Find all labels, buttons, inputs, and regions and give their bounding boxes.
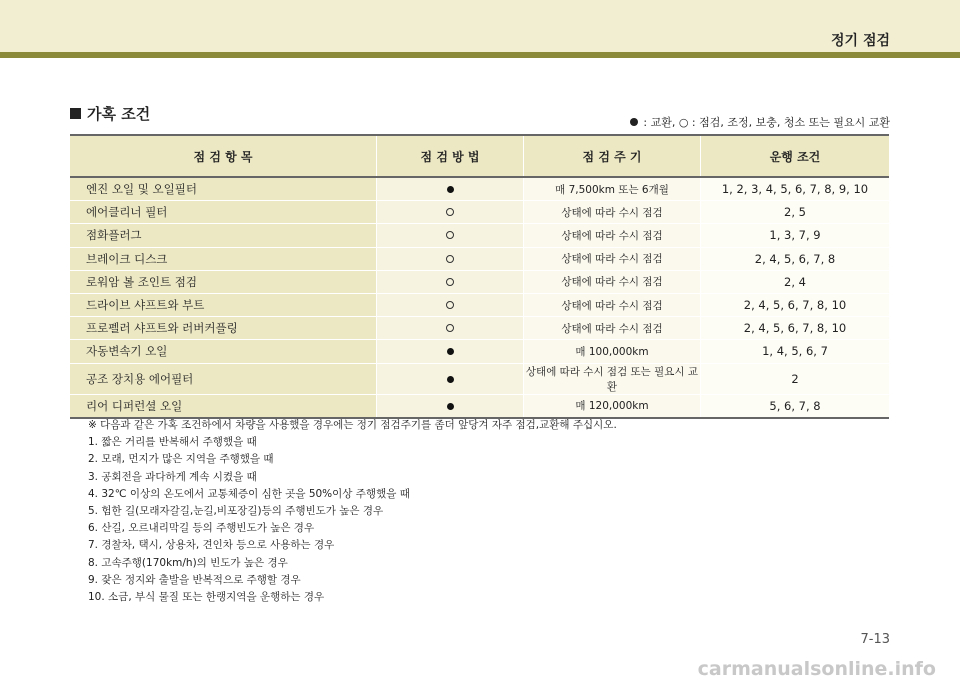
section-title-text: 가혹 조건 bbox=[87, 105, 151, 123]
filled-dot-icon bbox=[447, 376, 454, 383]
header-divider bbox=[0, 52, 960, 58]
note-item: 3. 공회전을 과다하게 계속 시켰을 때 bbox=[88, 470, 257, 483]
cell-item: 자동변속기 오일 bbox=[70, 340, 377, 363]
header-period: 점 검 주 기 bbox=[524, 135, 701, 177]
cell-period: 매 120,000km bbox=[524, 394, 701, 418]
note-item: 5. 험한 길(모래자갈길,눈길,비포장길)등의 주행빈도가 높은 경우 bbox=[88, 505, 384, 518]
cell-item: 브레이크 디스크 bbox=[70, 247, 377, 270]
cell-item: 점화플러그 bbox=[70, 224, 377, 247]
cell-item: 프로펠러 샤프트와 러버커플링 bbox=[70, 317, 377, 340]
cell-period: 상태에 따라 수시 점검 bbox=[524, 293, 701, 316]
cell-method bbox=[377, 394, 524, 418]
cell-condition: 2, 4, 5, 6, 7, 8, 10 bbox=[701, 317, 890, 340]
cell-item: 에어클리너 필터 bbox=[70, 201, 377, 224]
cell-method bbox=[377, 293, 524, 316]
legend bbox=[630, 114, 890, 130]
open-circle-icon bbox=[446, 208, 454, 216]
table-row bbox=[70, 340, 889, 363]
note-item: 10. 소금, 부식 물질 또는 한랭지역을 운행하는 경우 bbox=[88, 591, 325, 604]
table-row bbox=[70, 363, 889, 394]
cell-condition: 1, 2, 3, 4, 5, 6, 7, 8, 9, 10 bbox=[701, 177, 890, 201]
cell-condition: 2, 4, 5, 6, 7, 8 bbox=[701, 247, 890, 270]
cell-item: 드라이브 샤프트와 부트 bbox=[70, 293, 377, 316]
cell-period: 상태에 따라 수시 점검 bbox=[524, 224, 701, 247]
cell-condition: 2, 5 bbox=[701, 201, 890, 224]
cell-condition: 1, 4, 5, 6, 7 bbox=[701, 340, 890, 363]
cell-period: 매 7,500km 또는 6개월 bbox=[524, 177, 701, 201]
cell-period: 상태에 따라 수시 점검 또는 필요시 교환 bbox=[524, 363, 701, 394]
section-title bbox=[70, 103, 150, 124]
cell-condition: 2 bbox=[701, 363, 890, 394]
notes-intro: ※ 다음과 같은 가혹 조건하에서 차량을 사용했을 경우에는 정기 점검주기를 좀더 앞당겨 자주 점검,교환해 주십시오. bbox=[88, 419, 617, 431]
table-header-row bbox=[70, 135, 889, 177]
note-item: 6. 산길, 오르내리막길 등의 주행빈도가 높은 경우 bbox=[88, 522, 315, 535]
header-item: 점 검 항 목 bbox=[70, 135, 377, 177]
cell-period: 상태에 따라 수시 점검 bbox=[524, 247, 701, 270]
note-item: 9. 잦은 정지와 출발을 반복적으로 주행할 경우 bbox=[88, 573, 301, 586]
open-circle-icon bbox=[446, 255, 454, 263]
note-item: 1. 짧은 거리를 반복해서 주행했을 때 bbox=[88, 436, 257, 449]
cell-period: 상태에 따라 수시 점검 bbox=[524, 201, 701, 224]
cell-method bbox=[377, 177, 524, 201]
table-row bbox=[70, 317, 889, 340]
legend-text: : 교환, ○ : 점검, 조정, 보충, 청소 또는 필요시 교환 bbox=[643, 116, 890, 129]
filled-dot-icon bbox=[447, 186, 454, 193]
cell-condition: 5, 6, 7, 8 bbox=[701, 394, 890, 418]
severe-conditions-table bbox=[70, 134, 889, 419]
watermark: carmanualsonline.info bbox=[697, 658, 936, 680]
cell-method bbox=[377, 201, 524, 224]
cell-method bbox=[377, 270, 524, 293]
cell-item: 로워암 볼 조인트 점검 bbox=[70, 270, 377, 293]
cell-condition: 2, 4 bbox=[701, 270, 890, 293]
filled-dot-icon bbox=[630, 118, 638, 126]
note-item: 4. 32℃ 이상의 온도에서 교통체증이 심한 곳을 50%이상 주행했을 때 bbox=[88, 487, 410, 500]
cell-period: 상태에 따라 수시 점검 bbox=[524, 317, 701, 340]
open-circle-icon bbox=[446, 231, 454, 239]
square-bullet-icon bbox=[70, 108, 81, 119]
table-row bbox=[70, 247, 889, 270]
note-item: 8. 고속주행(170km/h)의 빈도가 높은 경우 bbox=[88, 556, 288, 569]
table-row bbox=[70, 177, 889, 201]
open-circle-icon bbox=[446, 301, 454, 309]
table-row bbox=[70, 293, 889, 316]
filled-dot-icon bbox=[447, 403, 454, 410]
page-number: 7-13 bbox=[860, 632, 890, 647]
cell-condition: 2, 4, 5, 6, 7, 8, 10 bbox=[701, 293, 890, 316]
cell-method bbox=[377, 317, 524, 340]
header-condition: 운행 조건 bbox=[701, 135, 890, 177]
table-row bbox=[70, 394, 889, 418]
cell-condition: 1, 3, 7, 9 bbox=[701, 224, 890, 247]
cell-item: 리어 디퍼런셜 오일 bbox=[70, 394, 377, 418]
cell-item: 공조 장치용 에어필터 bbox=[70, 363, 377, 394]
cell-method bbox=[377, 340, 524, 363]
open-circle-icon bbox=[446, 324, 454, 332]
header-method: 점 검 방 법 bbox=[377, 135, 524, 177]
table-row bbox=[70, 201, 889, 224]
cell-method bbox=[377, 363, 524, 394]
cell-period: 매 100,000km bbox=[524, 340, 701, 363]
page-header bbox=[0, 0, 960, 52]
table-body bbox=[70, 177, 889, 418]
cell-period: 상태에 따라 수시 점검 bbox=[524, 270, 701, 293]
note-item: 7. 경찰차, 택시, 상용차, 견인차 등으로 사용하는 경우 bbox=[88, 539, 335, 552]
table-row bbox=[70, 224, 889, 247]
notes-list bbox=[88, 417, 617, 606]
table-row bbox=[70, 270, 889, 293]
open-circle-icon bbox=[446, 278, 454, 286]
header-title: 정기 점검 bbox=[831, 33, 890, 49]
note-item: 2. 모래, 먼지가 많은 지역을 주행했을 때 bbox=[88, 453, 274, 466]
cell-method bbox=[377, 224, 524, 247]
cell-method bbox=[377, 247, 524, 270]
filled-dot-icon bbox=[447, 348, 454, 355]
cell-item: 엔진 오일 및 오일필터 bbox=[70, 177, 377, 201]
